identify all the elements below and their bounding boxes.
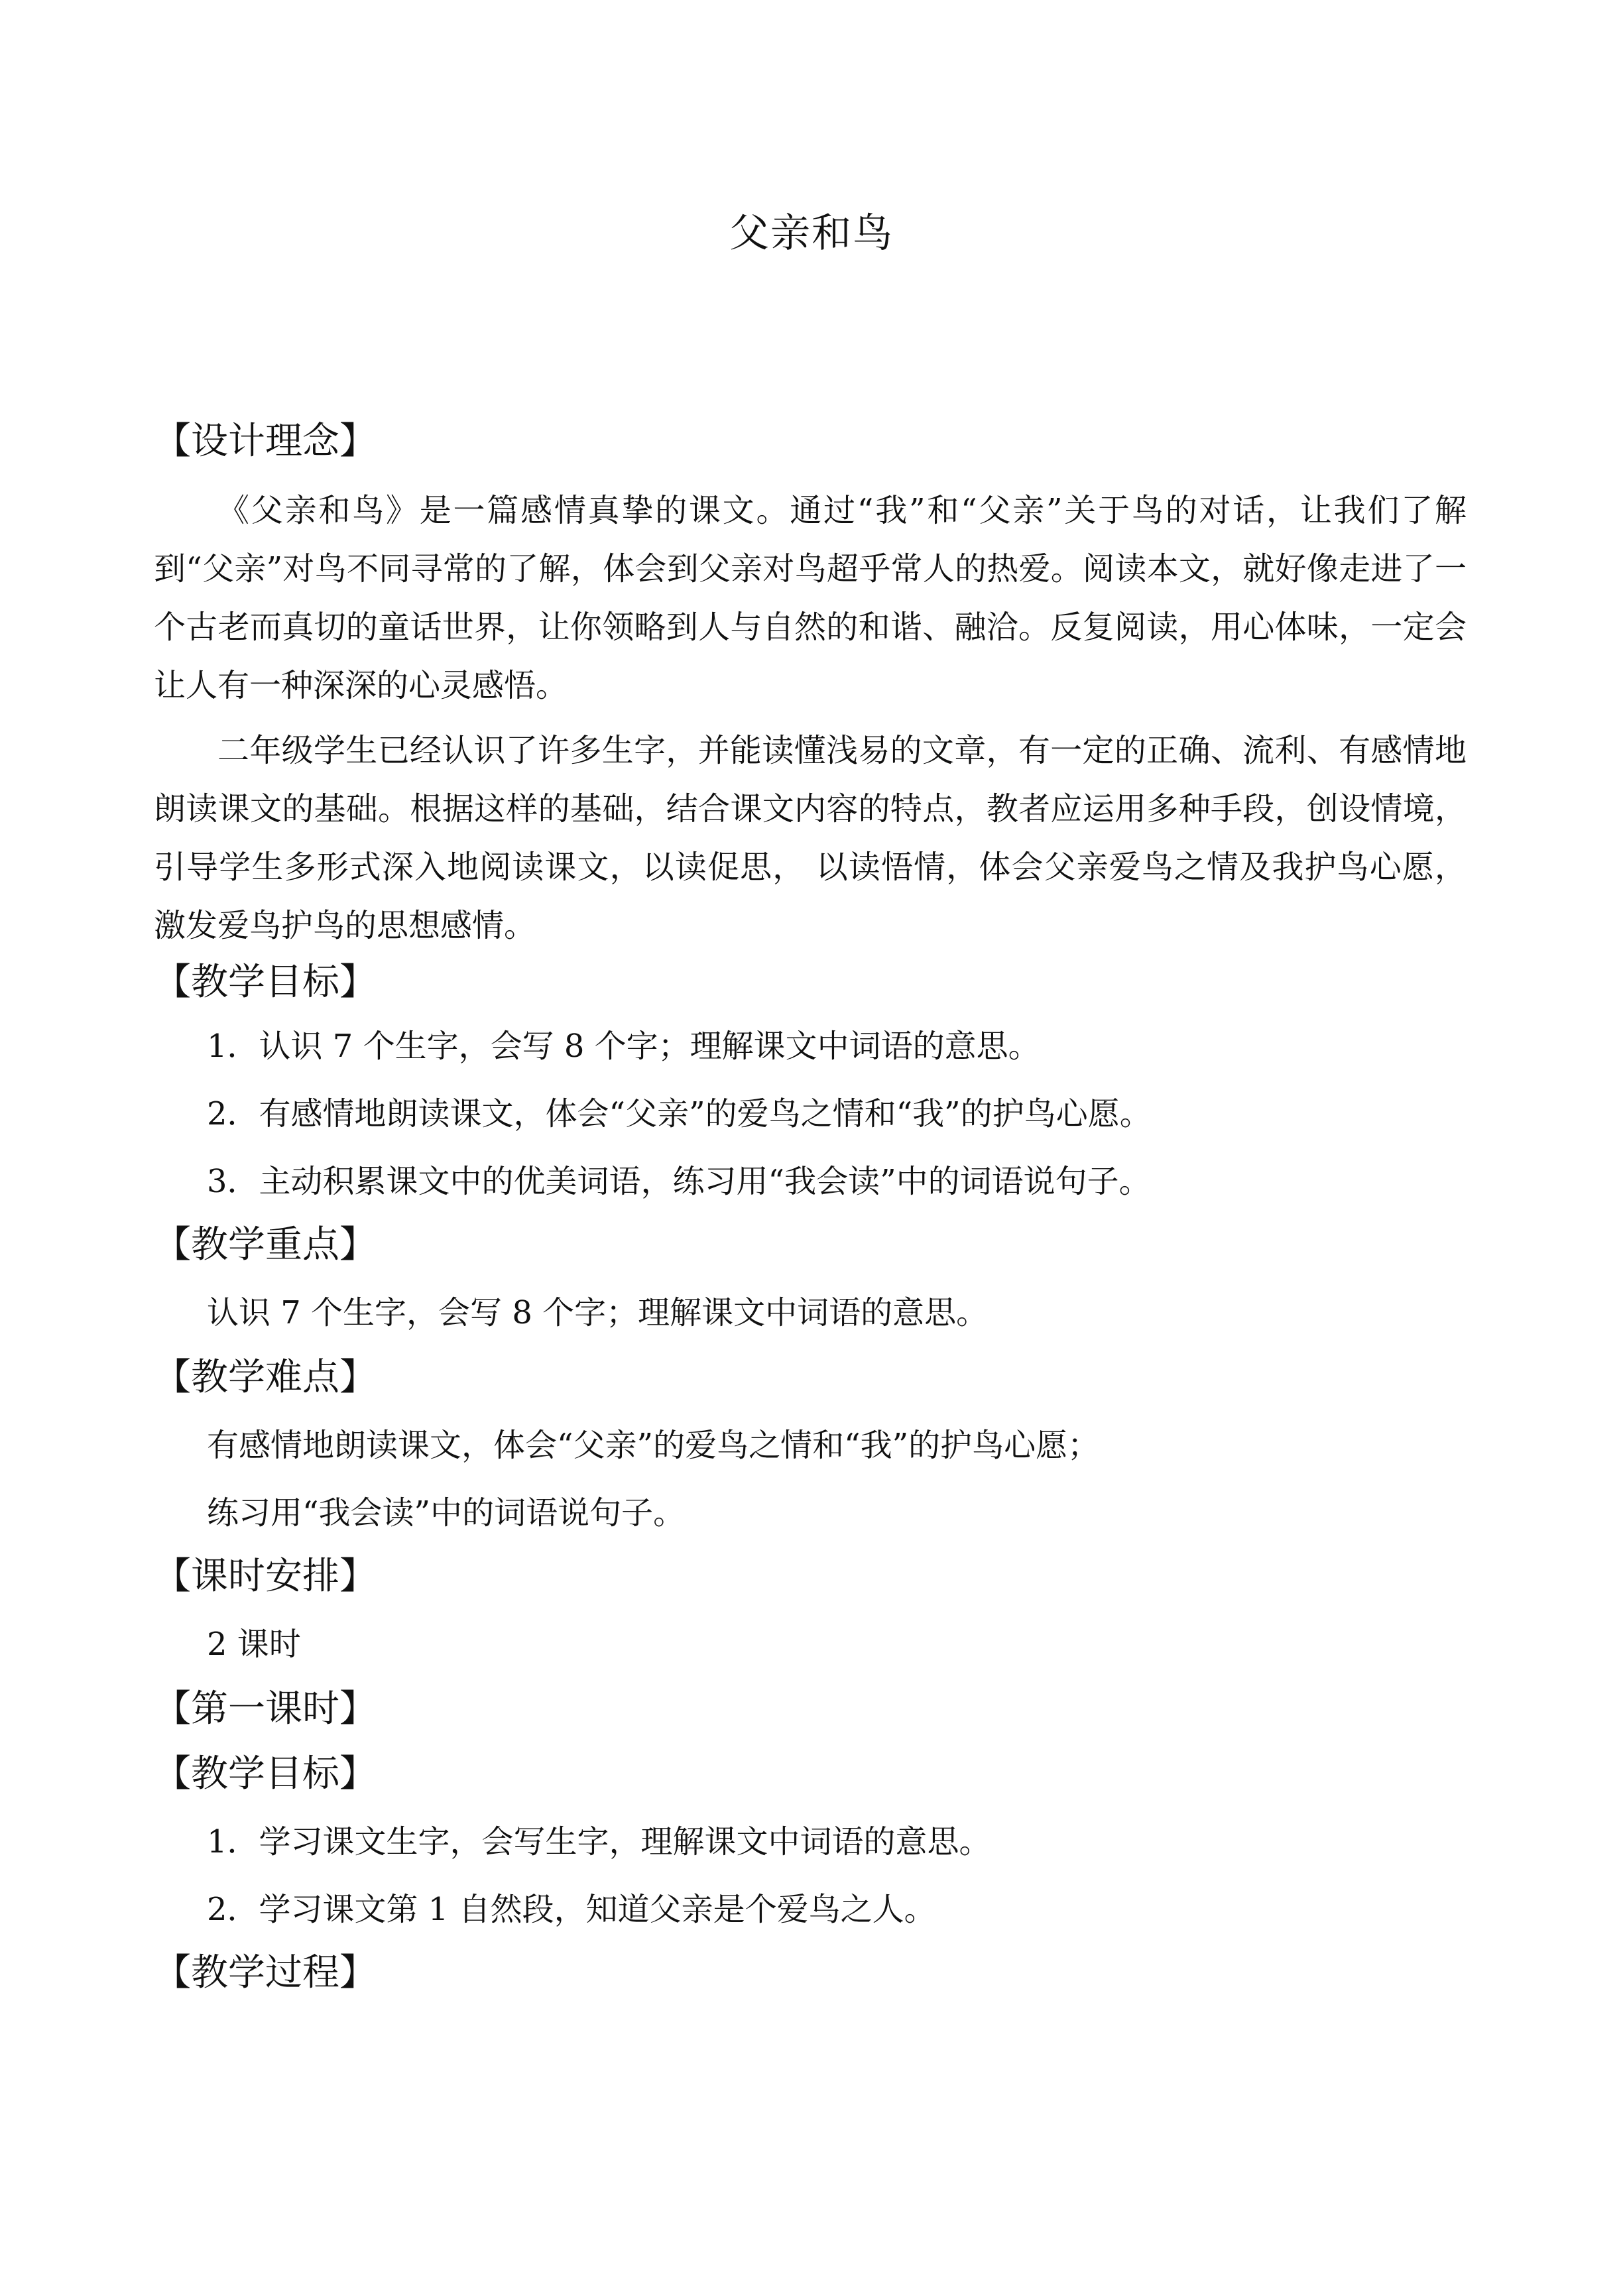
teaching-goal-item: 1．认识 7 个生字，会写 8 个字；理解课文中词语的意思。 — [207, 1028, 1040, 1065]
lesson-goal-item: 2．学习课文第 1 自然段，知道父亲是个爱鸟之人。 — [207, 1891, 936, 1928]
heading-schedule: 【课时安排】 — [154, 1555, 377, 1598]
teaching-goal-item: 3．主动积累课文中的优美词语，练习用“我会读”中的词语说句子。 — [207, 1163, 1151, 1200]
key-points-text: 认识 7 个生字，会写 8 个字；理解课文中词语的意思。 — [207, 1294, 989, 1331]
heading-design-concept: 【设计理念】 — [154, 420, 377, 463]
design-concept-paragraph-1: 《父亲和鸟》是一篇感情真挚的课文。通过“我”和“父亲”关于鸟的对话，让我们了解到“父亲”对鸟不同寻常的了解，体会到父亲对鸟超乎常人的热爱。阅读本文，就好像走进了一个古老而真切的童话世界，让你领略到人与自然的和谐、融洽。反复阅读，用心体味，一定会让人有一种深深的心灵感悟。 — [154, 492, 1467, 704]
difficulties-line-1: 有感情地朗读课文，体会“父亲”的爱鸟之情和“我”的护鸟心愿； — [207, 1427, 1100, 1464]
lesson-goal-item: 1．学习课文生字，会写生字，理解课文中词语的意思。 — [207, 1823, 991, 1860]
heading-key-points: 【教学重点】 — [154, 1223, 377, 1266]
difficulties-line-2: 练习用“我会读”中的词语说句子。 — [207, 1494, 686, 1532]
heading-difficulties: 【教学难点】 — [154, 1356, 377, 1399]
heading-teaching-goals: 【教学目标】 — [154, 961, 377, 1004]
page-title: 父亲和鸟 — [729, 210, 894, 257]
schedule-text: 2 课时 — [207, 1626, 301, 1663]
document-body — [154, 418, 1467, 1997]
heading-lesson-goals: 【教学目标】 — [154, 1752, 377, 1795]
heading-process: 【教学过程】 — [154, 1951, 377, 1994]
heading-first-lesson: 【第一课时】 — [154, 1687, 377, 1730]
teaching-goal-item: 2．有感情地朗读课文，体会“父亲”的爱鸟之情和“我”的护鸟心愿。 — [207, 1095, 1152, 1132]
design-concept-paragraph-2: 二年级学生已经认识了许多生字，并能读懂浅易的文章，有一定的正确、流利、有感情地朗读课文的基础。根据这样的基础，结合课文内容的特点，教者应运用多种手段，创设情境，引导学生多形式深入地阅读课文，以读促思， 以读悟情，体会父亲爱鸟之情及我护鸟心愿，激发爱鸟护鸟的思想感情。 — [154, 732, 1467, 944]
